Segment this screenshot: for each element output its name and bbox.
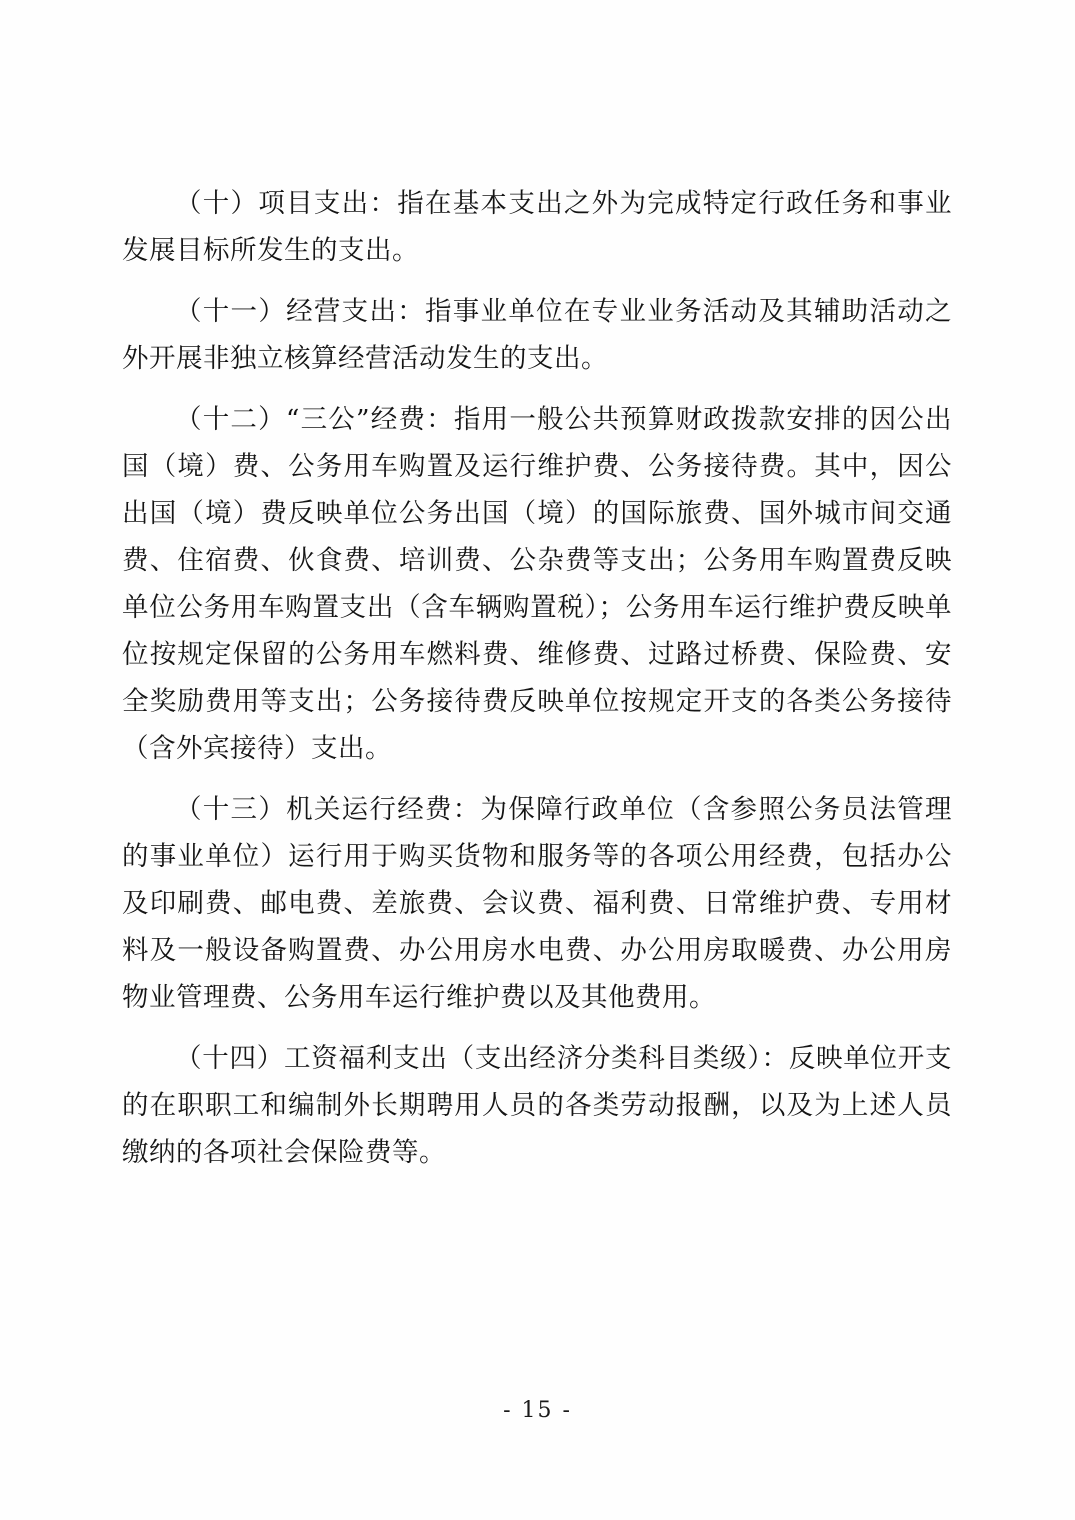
paragraph-item-13: （十三）机关运行经费：为保障行政单位（含参照公务员法管理的事业单位）运行用于购买货物和服务等的各项公用经费，包括办公及印刷费、邮电费、差旅费、会议费、福利费、日常维护费、专用材料及一般设备购置费、办公用房水电费、办公用房取暖费、办公用房物业管理费、公务用车运行维护费以及其他费用。 (122, 794, 952, 1013)
page-number: - 15 - (503, 1398, 572, 1423)
paragraph-item-11: （十一）经营支出：指事业单位在专业业务活动及其辅助活动之外开展非独立核算经营活动发生的支出。 (122, 296, 952, 374)
paragraph-item-12: （十二）“三公”经费：指用一般公共预算财政拨款安排的因公出国（境）费、公务用车购置及运行维护费、公务接待费。其中，因公出国（境）费反映单位公务出国（境）的国际旅费、国外城市间交通费、住宿费、伙食费、培训费、公杂费等支出；公务用车购置费反映单位公务用车购置支出（含车辆购置税）；公务用车运行维护费反映单位按规定保留的公务用车燃料费、维修费、过路过桥费、保险费、安全奖励费用等支出；公务接待费反映单位按规定开支的各类公务接待（含外宾接待）支出。 (122, 404, 952, 764)
paragraph-item-14: （十四）工资福利支出（支出经济分类科目类级）：反映单位开支的在职职工和编制外长期聘用人员的各类劳动报酬，以及为上述人员缴纳的各项社会保险费等。 (122, 1043, 952, 1168)
paragraph-item-10: （十）项目支出：指在基本支出之外为完成特定行政任务和事业发展目标所发生的支出。 (122, 188, 952, 266)
document-body (122, 180, 952, 1176)
